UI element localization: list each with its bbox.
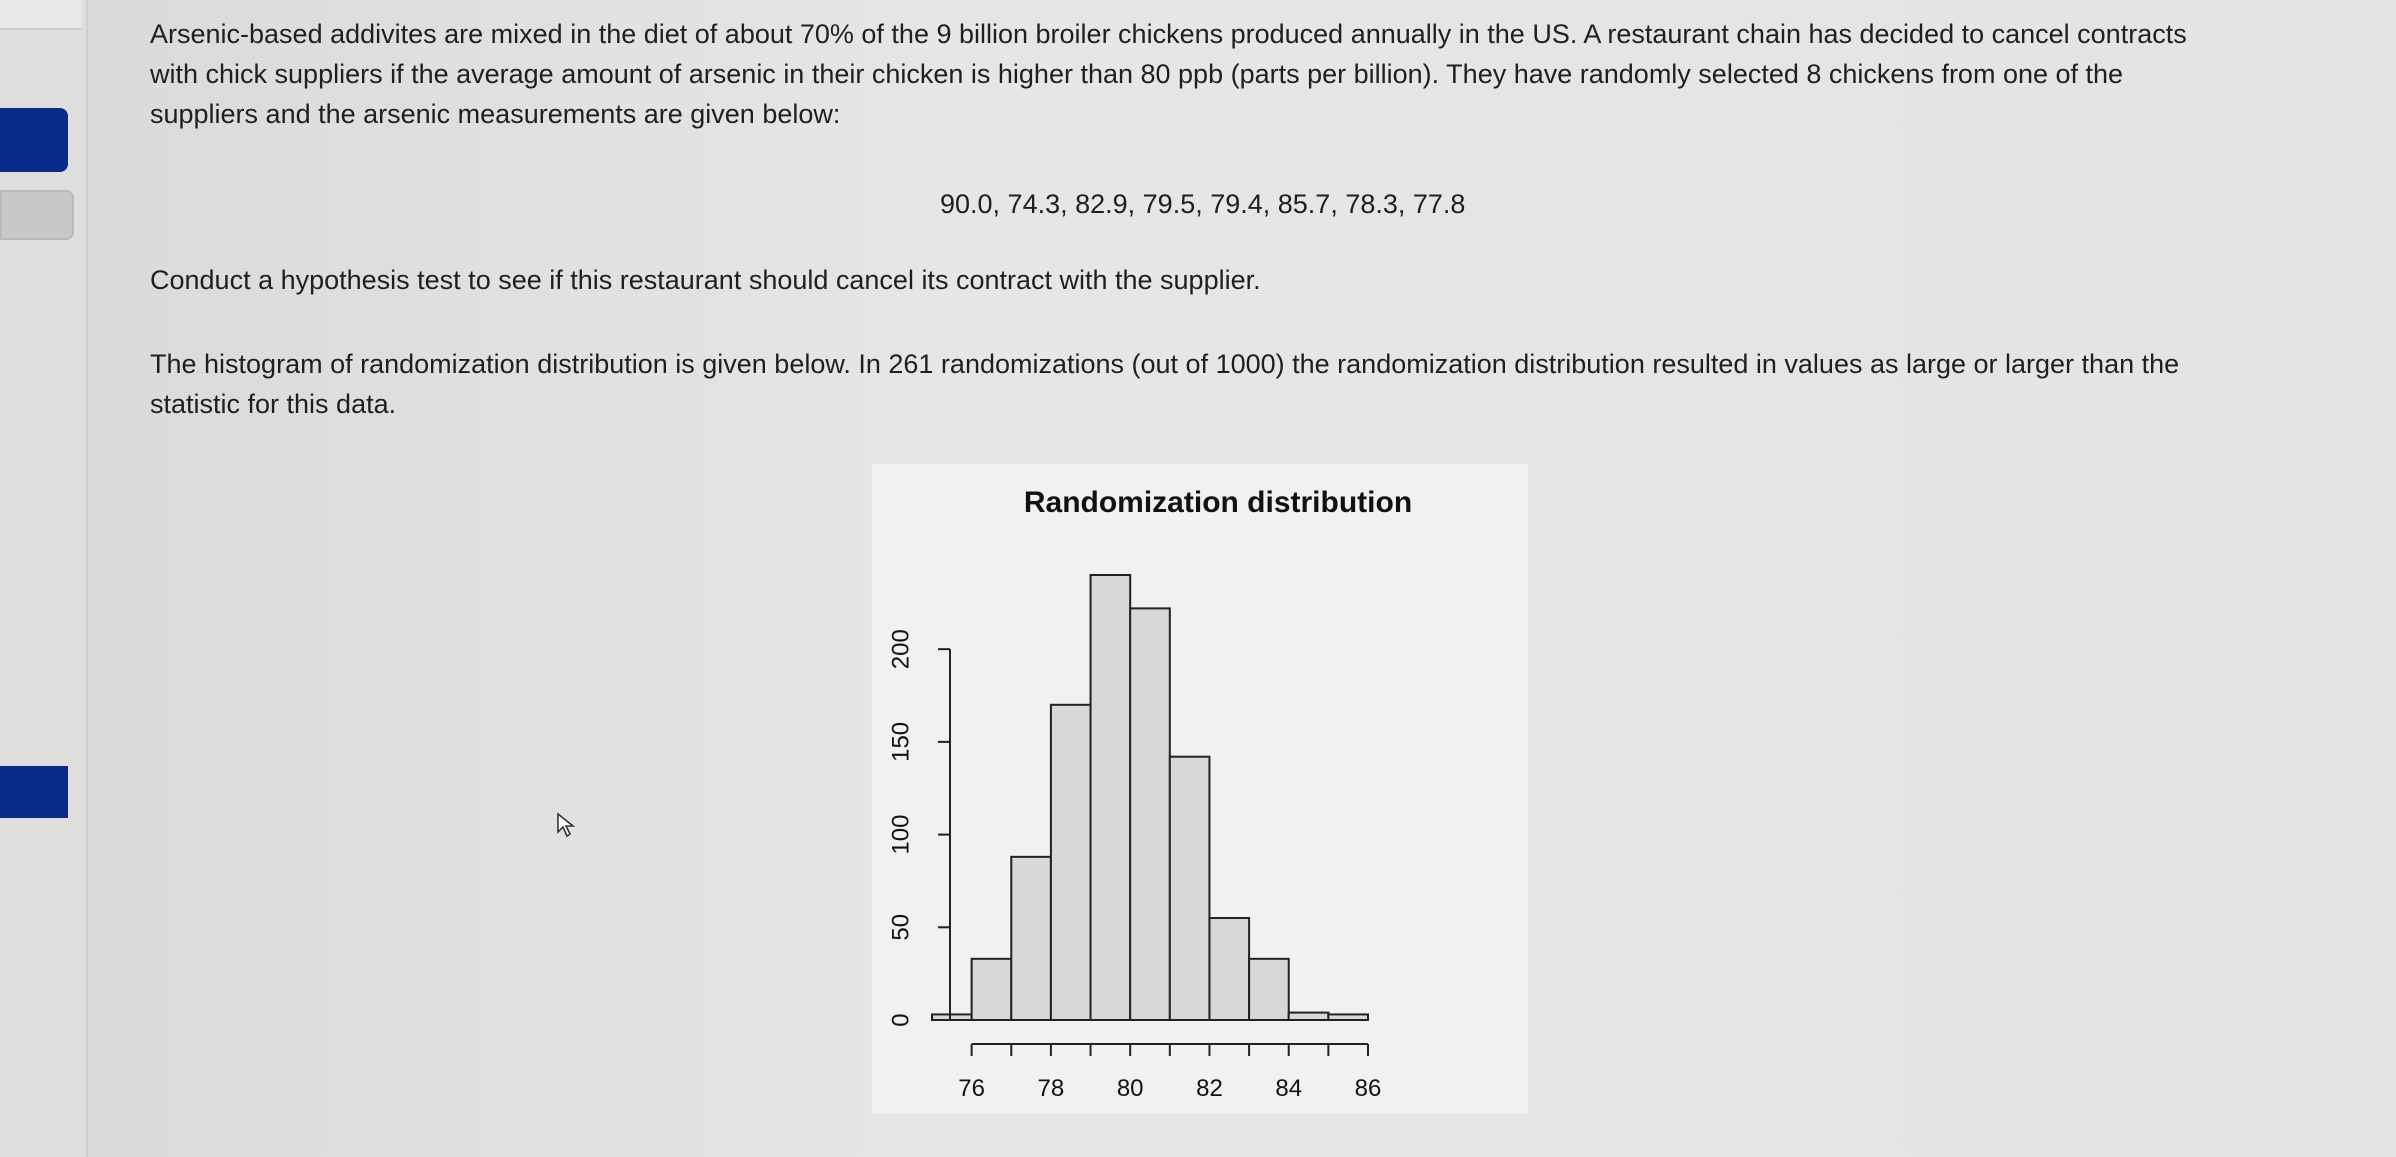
histogram-bar	[972, 959, 1012, 1020]
histogram-bar	[1328, 1014, 1368, 1020]
x-tick-label: 78	[1037, 1075, 1065, 1102]
histogram-bar	[1249, 959, 1289, 1020]
mouse-pointer-icon	[556, 812, 580, 840]
histogram-bar	[1051, 705, 1091, 1020]
measurements-list: 90.0, 74.3, 82.9, 79.5, 79.4, 85.7, 78.3, 77.8	[940, 189, 1466, 219]
histogram-bar	[1011, 857, 1051, 1020]
histogram-chart	[872, 464, 1528, 1114]
x-tick-label: 84	[1275, 1075, 1303, 1102]
x-tick-label: 82	[1196, 1075, 1223, 1102]
x-tick-label: 76	[958, 1075, 985, 1102]
histogram-svg	[872, 464, 1528, 1114]
histogram-bar	[1209, 918, 1249, 1020]
histogram-bar	[1289, 1013, 1329, 1020]
y-tick-label: 150	[887, 721, 915, 762]
y-tick-label: 200	[887, 629, 915, 670]
problem-intro: Arsenic-based addivites are mixed in the diet of about 70% of the 9 billion broiler chickens produced annually in the US. A restaurant chain has decided to cancel contracts with chick suppliers if the average amount of arsenic in their chicken is higher than 80 ppb (parts per billion). They have randomly selected 8 chickens from one of the suppliers and the arsenic measurements are given below:	[150, 19, 2187, 129]
sidebar-nav-button-secondary[interactable]	[0, 190, 74, 240]
y-tick-label: 0	[887, 1013, 915, 1027]
sidebar-nav-button-active[interactable]	[0, 766, 68, 818]
chart-title: Randomization distribution	[1023, 486, 1413, 519]
x-tick-label: 86	[1354, 1075, 1382, 1102]
y-tick-label: 100	[887, 814, 915, 855]
y-tick-label: 50	[887, 913, 915, 941]
x-tick-label: 80	[1116, 1075, 1144, 1102]
sidebar-nav-button-primary[interactable]	[0, 108, 68, 172]
histogram-note: The histogram of randomization distribution is given below. In 261 randomizations (out of 1000) the randomization distribution resulted in values as large or larger than the statistic for this data.	[150, 349, 2180, 419]
histogram-bar	[932, 1014, 972, 1020]
histogram-bar	[1170, 757, 1210, 1020]
sidebar-top-tab[interactable]	[0, 0, 82, 30]
left-sidebar	[0, 0, 88, 1157]
histogram-bar	[1130, 608, 1170, 1020]
problem-task: Conduct a hypothesis test to see if this restaurant should cancel its contract with the supplier.	[150, 265, 1261, 295]
histogram-bar	[1091, 575, 1131, 1020]
